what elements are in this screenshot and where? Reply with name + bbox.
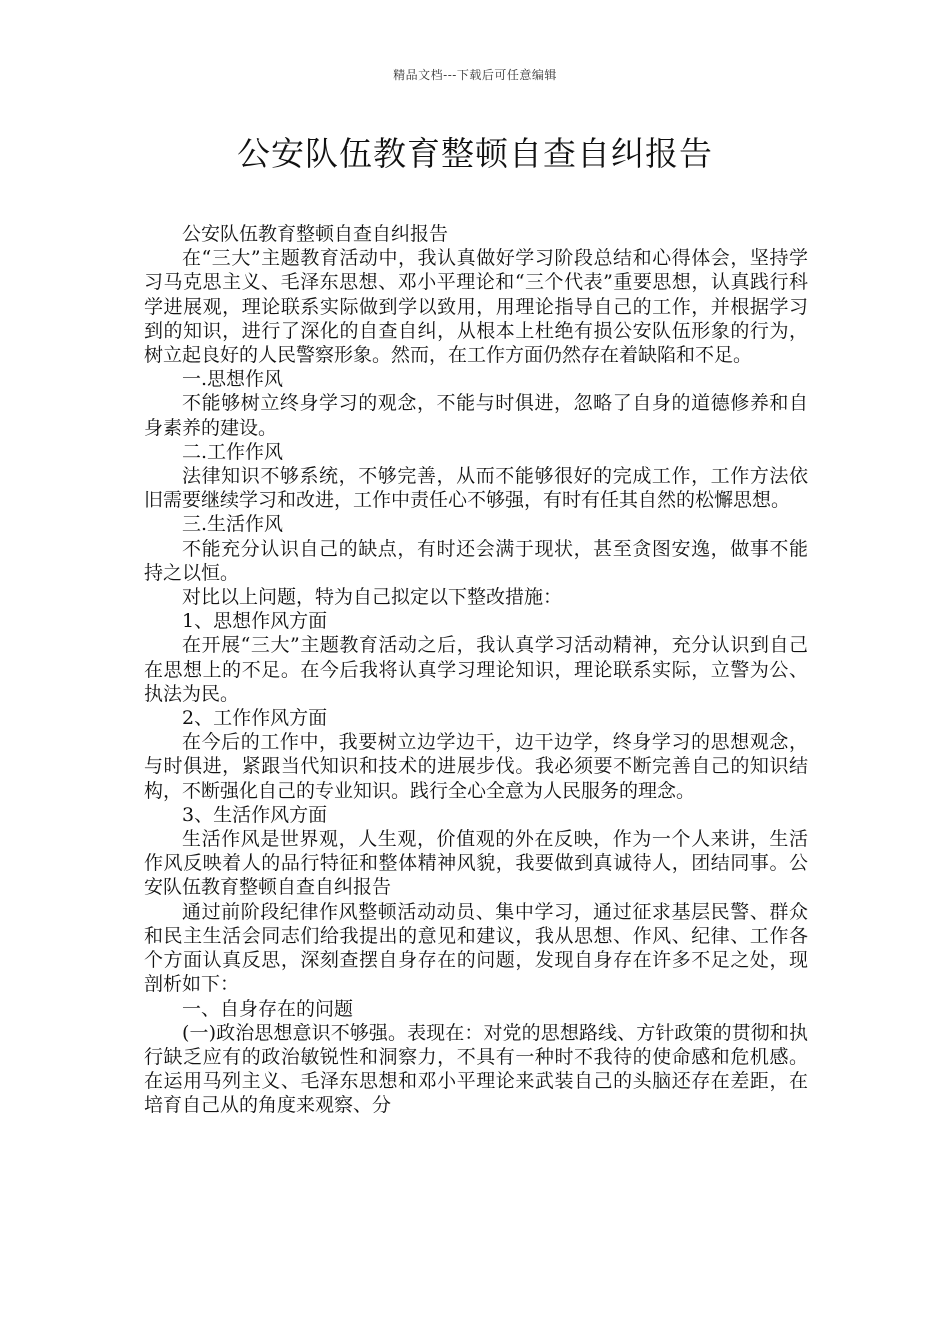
section-heading: 一、自身存在的问题 (182, 997, 354, 1020)
paragraph: 生活作风是世界观，人生观，价值观的外在反映，作为一个人来讲，生活作风反映着人的品行特征和整体精神风貌，我要做到真诚待人，团结同事。公安队伍教育整顿自查自纠报告 (144, 828, 808, 899)
paragraph: (一)政治思想意识不够强。表现在：对党的思想路线、方针政策的贯彻和执行缺乏应有的政治敏锐性和洞察力，不具有一种时不我待的使命感和危机感。在运用马列主义、毛泽东思想和邓小平理论来武装自己的头脑还存在差距，在培育自己从的角度来观察、分 (144, 1021, 808, 1117)
document-body (144, 222, 808, 1118)
paragraph: 不能充分认识自己的缺点，有时还会满于现状，甚至贪图安逸，做事不能持之以恒。 (144, 537, 808, 584)
section-heading: 2、工作作风方面 (182, 707, 328, 730)
paragraph: 通过前阶段纪律作风整顿活动动员、集中学习，通过征求基层民警、群众和民主生活会同志们给我提出的意见和建议，我从思想、作风、纪律、工作各个方面认真反思，深刻查摆自身存在的问题，发现自身存在许多不足之处，现剖析如下： (144, 900, 808, 996)
paragraph: 公安队伍教育整顿自查自纠报告 (182, 223, 449, 245)
section-heading: 三.生活作风 (182, 513, 284, 536)
paragraph: 在今后的工作中，我要树立边学边干，边干边学，终身学习的思想观念，与时俱进，紧跟当代知识和技术的进展步伐。我必须要不断完善自己的知识结构，不断强化自己的专业知识。践行全心全意为人民服务的理念。 (144, 731, 808, 802)
document-title: 公安队伍教育整顿自查自纠报告 (237, 134, 713, 173)
paragraph: 对比以上问题，特为自己拟定以下整改措施： (182, 586, 563, 609)
section-heading: 3、生活作风方面 (182, 803, 328, 826)
section-heading: 1、思想作风方面 (182, 610, 328, 633)
paragraph: 不能够树立终身学习的观念，不能与时俱进，忽略了自身的道德修养和自身素养的建设。 (144, 392, 808, 439)
paragraph: 在开展“三大”主题教育活动之后，我认真学习活动精神，充分认识到自己在思想上的不足。在今后我将认真学习理论知识，理论联系实际，立警为公、执法为民。 (144, 634, 808, 705)
section-heading: 二.工作作风 (182, 440, 284, 463)
paragraph: 在“三大”主题教育活动中，我认真做好学习阶段总结和心得体会，坚持学习马克思主义、毛泽东思想、邓小平理论和“三个代表”重要思想，认真践行科学进展观，理论联系实际做到学以致用，用理论指导自己的工作，并根据学习到的知识，进行了深化的自查自纠，从根本上杜绝有损公安队伍形象的行为，树立起良好的人民警察形象。然而，在工作方面仍然存在着缺陷和不足。 (144, 247, 808, 367)
paragraph: 法律知识不够系统，不够完善，从而不能够很好的完成工作，工作方法依旧需要继续学习和改进，工作中责任心不够强，有时有任其自然的松懈思想。 (144, 465, 808, 512)
header-note: 精品文档---下载后可任意编辑 (393, 68, 557, 82)
section-heading: 一.思想作风 (182, 368, 284, 391)
